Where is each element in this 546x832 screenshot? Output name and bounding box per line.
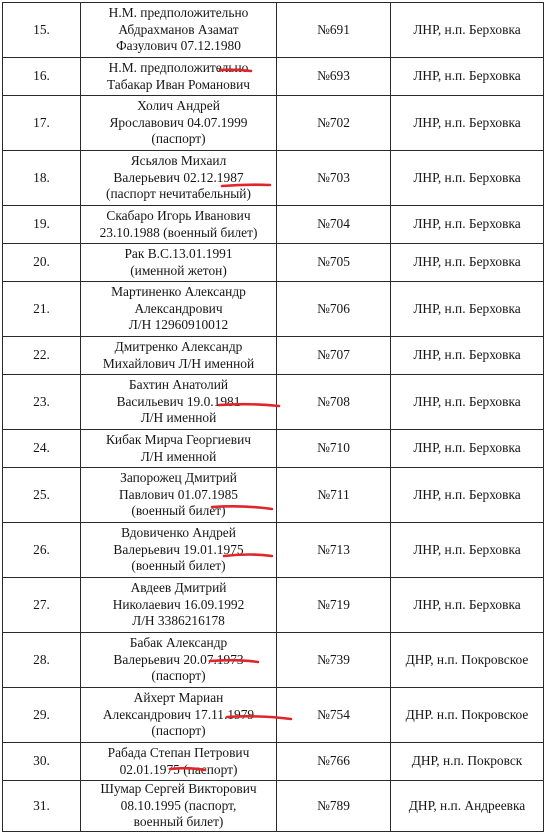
record-number: №691 (277, 3, 391, 58)
row-number: 20. (3, 244, 81, 282)
location: ЛНР, н.п. Берховка (391, 96, 544, 151)
row-number: 23. (3, 375, 81, 430)
person-description-line: Александрович 17.11.1979 (102, 706, 255, 722)
person-description-line: Рак В.С.13.01.1991 (124, 246, 233, 261)
table-row (3, 282, 544, 337)
person-description-line: Павлович 01.07.1985 (119, 486, 238, 502)
table-row (3, 151, 544, 206)
person-description-line: Абдрахманов Азамат (118, 21, 239, 37)
location: ЛНР, н.п. Берховка (391, 375, 544, 430)
person-description (81, 781, 277, 832)
record-number: №789 (277, 781, 391, 832)
person-description-line: (паспорт) (151, 131, 206, 147)
person-description (81, 578, 277, 633)
table-row (3, 523, 544, 578)
table-row (3, 633, 544, 688)
record-number: №708 (277, 375, 391, 430)
person-description-line: Николаевич 16.09.1992 (112, 596, 245, 612)
row-number: 25. (3, 468, 81, 523)
record-number: №702 (277, 96, 391, 151)
row-number: 29. (3, 688, 81, 743)
location: ДНР, н.п. Андреевка (391, 781, 544, 832)
location: ЛНР, н.п. Берховка (391, 206, 544, 244)
person-description-line: (военный билет) (131, 503, 226, 519)
location: ЛНР, н.п. Берховка (391, 282, 544, 337)
location: ЛНР, н.п. Берховка (391, 578, 544, 633)
row-number: 17. (3, 96, 81, 151)
row-number: 31. (3, 781, 81, 832)
table-row (3, 337, 544, 375)
person-description-line: Шумар Сергей Викторович (100, 781, 257, 796)
location: ЛНР, н.п. Берховка (391, 58, 544, 96)
record-number: №754 (277, 688, 391, 743)
record-number: №704 (277, 206, 391, 244)
table-row (3, 578, 544, 633)
record-number: №766 (277, 743, 391, 781)
person-description (81, 375, 277, 430)
location: ЛНР, н.п. Берховка (391, 244, 544, 282)
table-row (3, 206, 544, 244)
person-description-line: Л/Н именной (140, 410, 217, 426)
row-number: 16. (3, 58, 81, 96)
person-description-line: Запорожец Дмитрий (120, 470, 237, 486)
person-description-line: Табакар Иван Романович (106, 76, 251, 92)
person-description-line: Ярославович 04.07.1999 (109, 114, 248, 130)
record-number: №693 (277, 58, 391, 96)
person-description-line: военный билет) (133, 814, 224, 829)
record-number: №706 (277, 282, 391, 337)
table-row (3, 58, 544, 96)
records-table (2, 2, 544, 832)
row-number: 21. (3, 282, 81, 337)
person-description-line: Рабада Степан Петрович (107, 745, 250, 760)
location: ЛНР, н.п. Берховка (391, 523, 544, 578)
person-description-line: Мартиненко Александр (111, 284, 246, 300)
person-description-line: (паспорт) (151, 723, 206, 739)
person-description (81, 468, 277, 523)
person-description-line: Валерьевич 20.07.1973 (113, 651, 244, 667)
record-number: №705 (277, 244, 391, 282)
person-description-line: Ясьялов Михаил (130, 153, 227, 169)
location: ДНР. н.п. Покровское (391, 688, 544, 743)
location: ЛНР, н.п. Берховка (391, 430, 544, 468)
person-description-line: Васильевич 19.0.1981 (116, 393, 241, 409)
table-row (3, 688, 544, 743)
row-number: 26. (3, 523, 81, 578)
row-number: 22. (3, 337, 81, 375)
location: ЛНР, н.п. Берховка (391, 3, 544, 58)
location: ДНР, н.п. Покровское (391, 633, 544, 688)
person-description-line: 02.01.1975 (паспорт) (119, 761, 238, 777)
record-number: №710 (277, 430, 391, 468)
person-description-line: Айхерт Мариан (133, 690, 224, 706)
person-description-line: Н.М. предположительно (108, 60, 249, 75)
record-number: №703 (277, 151, 391, 206)
person-description (81, 58, 277, 96)
person-description (81, 743, 277, 781)
person-description-line: (паспорт) (151, 668, 206, 684)
table-row (3, 781, 544, 832)
location: ЛНР, н.п. Берховка (391, 337, 544, 375)
record-number: №713 (277, 523, 391, 578)
person-description (81, 430, 277, 468)
person-description (81, 688, 277, 743)
person-description-line: Н.М. предположительно (108, 5, 249, 21)
person-description-line: Кибак Мирча Георгиевич (105, 432, 252, 447)
person-description (81, 3, 277, 58)
location: ЛНР, н.п. Берховка (391, 468, 544, 523)
person-description-line: 23.10.1988 (военный билет) (99, 224, 258, 240)
table-row (3, 430, 544, 468)
table-row (3, 96, 544, 151)
record-number: №719 (277, 578, 391, 633)
person-description (81, 282, 277, 337)
person-description-line: Л/Н именной (140, 448, 217, 464)
row-number: 18. (3, 151, 81, 206)
person-description (81, 96, 277, 151)
person-description (81, 206, 277, 244)
record-number: №739 (277, 633, 391, 688)
person-description-line: Валерьевич 02.12.1987 (113, 169, 244, 185)
person-description-line: Дмитренко Александр (114, 339, 243, 354)
person-description-line: Михайлович Л/Н именной (102, 355, 255, 371)
records-table-body (3, 3, 544, 832)
person-description-line: (именной жетон) (130, 262, 227, 278)
person-description (81, 633, 277, 688)
person-description-line: Фазулович 07.12.1980 (116, 38, 241, 54)
row-number: 19. (3, 206, 81, 244)
person-description-line: Л/Н 12960910012 (128, 317, 229, 333)
person-description (81, 523, 277, 578)
table-row (3, 468, 544, 523)
person-description-line: Александрович (134, 300, 223, 316)
person-description-line: Скабаро Игорь Иванович (106, 208, 251, 223)
table-row (3, 244, 544, 282)
row-number: 30. (3, 743, 81, 781)
row-number: 15. (3, 3, 81, 58)
row-number: 27. (3, 578, 81, 633)
location: ДНР, н.п. Покровск (391, 743, 544, 781)
table-row (3, 743, 544, 781)
person-description-line: (паспорт нечитабельный) (106, 186, 251, 202)
person-description-line: (военный билет) (131, 558, 226, 574)
record-number: №711 (277, 468, 391, 523)
person-description-line: Бабак Александр (129, 635, 228, 651)
person-description-line: Бахтин Анатолий (128, 377, 229, 393)
person-description-line: Авдеев Дмитрий (130, 580, 227, 596)
table-row (3, 3, 544, 58)
person-description-line: Холич Андрей (137, 98, 220, 114)
person-description (81, 337, 277, 375)
person-description-line: Л/Н 3386216178 (132, 613, 225, 629)
person-description-line: Валерьевич 19.01.1975 (113, 541, 244, 557)
person-description (81, 244, 277, 282)
person-description (81, 151, 277, 206)
location: ЛНР, н.п. Берховка (391, 151, 544, 206)
table-row (3, 375, 544, 430)
person-description-line: Вдовиченко Андрей (121, 525, 236, 541)
person-description-line: 08.10.1995 (паспорт, (120, 797, 237, 813)
row-number: 28. (3, 633, 81, 688)
record-number: №707 (277, 337, 391, 375)
row-number: 24. (3, 430, 81, 468)
